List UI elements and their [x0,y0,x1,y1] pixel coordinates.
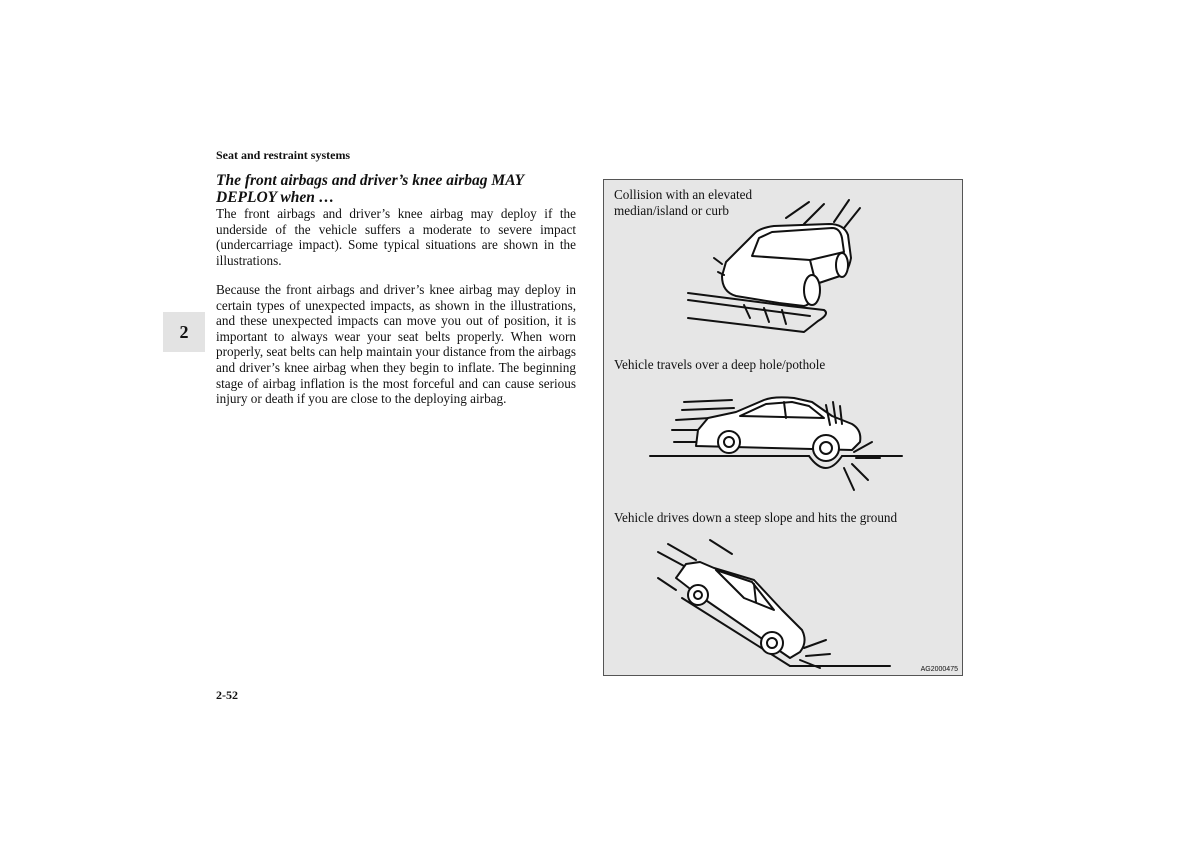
caption-elevated-median: Collision with an elevated median/island or curb [614,187,753,218]
pothole-car-illustration [650,397,902,490]
page-number: 2-52 [216,688,238,702]
caption-steep-slope: Vehicle drives down a steep slope and hits the ground [614,510,898,525]
subheading: The front airbags and driver’s knee airbag MAY DEPLOY when … [216,172,524,206]
steep-slope-car-illustration [658,540,890,668]
illustration-panel [603,179,963,676]
elevated-median-car-illustration [688,200,860,332]
chapter-tab [163,312,205,352]
paragraph-undercarriage-impact: The front airbags and driver’s knee airbag may deploy if the underside of the vehicle suffers a moderate to severe impact (undercarriage impact). Some typical situations are shown in the illustrations. [216,206,576,268]
chapter-number: 2 [179,321,189,342]
caption-pothole: Vehicle travels over a deep hole/pothole [614,357,826,372]
section-header: Seat and restraint systems [216,148,351,162]
paragraph-seat-belt-advice: Because the front airbags and driver’s knee airbag may deploy in certain types of unexpected impacts, as shown in the illustrations, and these unexpected impacts can move you out of position, it is important to always wear your seat belts properly. When worn properly, seat belts can help maintain your distance from the airbags and driver’s knee airbag when they begin to inflate. The beginning stage of airbag inflation is the most forceful and can cause serious injury or death if you are close to the deploying airbag. [216,282,576,407]
figure-code: AG2000475 [920,666,958,673]
